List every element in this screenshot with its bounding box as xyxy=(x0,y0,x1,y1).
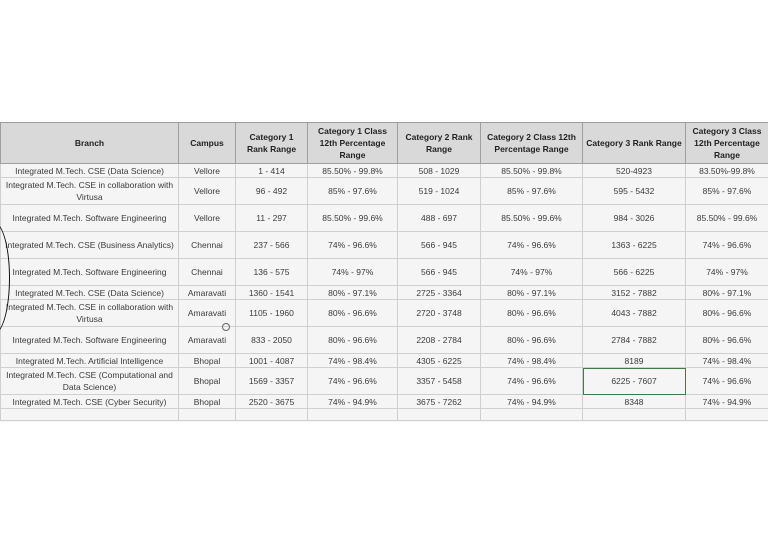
cell-cat2-rank[interactable]: 4305 - 6225 xyxy=(398,354,481,368)
empty-cell[interactable] xyxy=(398,409,481,421)
cell-cat1-percentage[interactable]: 85.50% - 99.8% xyxy=(308,164,398,178)
cell-cat3-percentage[interactable]: 74% - 98.4% xyxy=(686,354,768,368)
cell-cat3-rank[interactable]: 4043 - 7882 xyxy=(583,300,686,327)
cell-cat2-rank[interactable]: 2208 - 2784 xyxy=(398,327,481,354)
cell-branch[interactable]: Integrated M.Tech. CSE (Cyber Security) xyxy=(1,395,179,409)
cell-branch[interactable]: Integrated M.Tech. Software Engineering xyxy=(1,259,179,286)
cell-cat3-percentage[interactable]: 85% - 97.6% xyxy=(686,178,768,205)
cell-cat1-rank[interactable]: 1569 - 3357 xyxy=(236,368,308,395)
table-row xyxy=(1,354,768,368)
table-row xyxy=(1,300,768,327)
table-row xyxy=(1,164,768,178)
table-row xyxy=(1,232,768,259)
cell-branch[interactable]: Integrated M.Tech. Software Engineering xyxy=(1,205,179,232)
cell-cat1-rank[interactable]: 833 - 2050 xyxy=(236,327,308,354)
table-row xyxy=(1,327,768,354)
cell-cat2-rank[interactable]: 2720 - 3748 xyxy=(398,300,481,327)
cell-cat3-percentage[interactable]: 80% - 96.6% xyxy=(686,327,768,354)
cell-cat2-rank[interactable]: 566 - 945 xyxy=(398,232,481,259)
cell-cat1-rank[interactable]: 96 - 492 xyxy=(236,178,308,205)
spreadsheet-area xyxy=(0,122,768,422)
cell-cat1-rank[interactable]: 1360 - 1541 xyxy=(236,286,308,300)
cell-cat3-rank[interactable]: 8348 xyxy=(583,395,686,409)
mouse-cursor-icon xyxy=(222,323,230,331)
cell-cat3-rank-selected[interactable]: 6225 - 7607 xyxy=(583,368,686,395)
cell-cat3-percentage[interactable]: 83.50%-99.8% xyxy=(686,164,768,178)
empty-cell[interactable] xyxy=(179,409,236,421)
cell-cat1-rank[interactable]: 1001 - 4087 xyxy=(236,354,308,368)
cell-cat2-percentage[interactable]: 80% - 96.6% xyxy=(481,327,583,354)
cell-cat2-percentage[interactable]: 74% - 97% xyxy=(481,259,583,286)
cell-cat1-percentage[interactable]: 85.50% - 99.6% xyxy=(308,205,398,232)
header-row xyxy=(1,123,768,164)
cell-cat2-rank[interactable]: 3675 - 7262 xyxy=(398,395,481,409)
cell-campus[interactable]: Bhopal xyxy=(179,395,236,409)
cell-cat3-percentage[interactable]: 85.50% - 99.6% xyxy=(686,205,768,232)
cell-cat3-rank[interactable]: 520-4923 xyxy=(583,164,686,178)
cell-branch[interactable]: Integrated M.Tech. Software Engineering xyxy=(1,327,179,354)
header-category-3-rank[interactable]: Category 3 Rank Range xyxy=(583,123,686,164)
cell-cat3-rank[interactable]: 3152 - 7882 xyxy=(583,286,686,300)
empty-cell[interactable] xyxy=(1,409,179,421)
cell-cat3-rank[interactable]: 8189 xyxy=(583,354,686,368)
cell-cat1-percentage[interactable]: 74% - 97% xyxy=(308,259,398,286)
cell-cat2-rank[interactable]: 566 - 945 xyxy=(398,259,481,286)
cell-cat1-percentage[interactable]: 74% - 98.4% xyxy=(308,354,398,368)
cell-cat1-percentage[interactable]: 85% - 97.6% xyxy=(308,178,398,205)
empty-row xyxy=(1,409,768,421)
cell-campus[interactable]: Bhopal xyxy=(179,368,236,395)
empty-cell[interactable] xyxy=(583,409,686,421)
empty-cell[interactable] xyxy=(686,409,768,421)
cell-branch[interactable]: Integrated M.Tech. Artificial Intelligence xyxy=(1,354,179,368)
cell-cat1-percentage[interactable]: 74% - 96.6% xyxy=(308,232,398,259)
cell-cat2-percentage[interactable]: 74% - 98.4% xyxy=(481,354,583,368)
table-row xyxy=(1,286,768,300)
cell-campus[interactable]: Bhopal xyxy=(179,354,236,368)
cell-cat1-rank[interactable]: 11 - 297 xyxy=(236,205,308,232)
cell-cat3-percentage[interactable]: 80% - 96.6% xyxy=(686,300,768,327)
cell-cat2-percentage[interactable]: 80% - 97.1% xyxy=(481,286,583,300)
cell-cat2-percentage[interactable]: 74% - 94.9% xyxy=(481,395,583,409)
cell-campus[interactable]: Vellore xyxy=(179,178,236,205)
cell-cat1-percentage[interactable]: 80% - 96.6% xyxy=(308,300,398,327)
table-row xyxy=(1,395,768,409)
header-category-2-percentage[interactable]: Category 2 Class 12th Percentage Range xyxy=(481,123,583,164)
cell-campus[interactable]: Amaravati xyxy=(179,300,236,327)
cell-cat3-percentage[interactable]: 74% - 96.6% xyxy=(686,368,768,395)
cell-cat2-rank[interactable]: 519 - 1024 xyxy=(398,178,481,205)
cell-cat3-percentage[interactable]: 80% - 97.1% xyxy=(686,286,768,300)
cell-cat3-rank[interactable]: 2784 - 7882 xyxy=(583,327,686,354)
cell-cat1-percentage[interactable]: 80% - 96.6% xyxy=(308,327,398,354)
cell-cat1-rank[interactable]: 237 - 566 xyxy=(236,232,308,259)
cell-campus[interactable]: Chennai xyxy=(179,232,236,259)
table-row xyxy=(1,205,768,232)
table-row xyxy=(1,368,768,395)
cell-branch[interactable]: Integrated M.Tech. CSE in collaboration with Virtusa xyxy=(1,300,179,327)
cell-branch[interactable]: Integrated M.Tech. CSE (Business Analytics) xyxy=(1,232,179,259)
cell-cat3-rank[interactable]: 566 - 6225 xyxy=(583,259,686,286)
cell-cat2-percentage[interactable]: 74% - 96.6% xyxy=(481,368,583,395)
cell-cat2-rank[interactable]: 508 - 1029 xyxy=(398,164,481,178)
cell-branch[interactable]: Integrated M.Tech. CSE (Data Science) xyxy=(1,286,179,300)
admission-rank-table xyxy=(0,122,768,421)
cell-cat3-percentage[interactable]: 74% - 94.9% xyxy=(686,395,768,409)
empty-cell[interactable] xyxy=(236,409,308,421)
cell-branch[interactable]: Integrated M.Tech. CSE in collaboration with Virtusa xyxy=(1,178,179,205)
header-category-1-percentage[interactable]: Category 1 Class 12th Percentage Range xyxy=(308,123,398,164)
header-category-3-percentage[interactable]: Category 3 Class 12th Percentage Range xyxy=(686,123,768,164)
cell-cat2-rank[interactable]: 2725 - 3364 xyxy=(398,286,481,300)
cell-cat1-percentage[interactable]: 74% - 96.6% xyxy=(308,368,398,395)
cell-cat3-percentage[interactable]: 74% - 96.6% xyxy=(686,232,768,259)
cell-cat2-rank[interactable]: 3357 - 5458 xyxy=(398,368,481,395)
cell-cat2-percentage[interactable]: 80% - 96.6% xyxy=(481,300,583,327)
header-category-2-rank[interactable]: Category 2 Rank Range xyxy=(398,123,481,164)
cell-branch[interactable]: Integrated M.Tech. CSE (Computational and Data Science) xyxy=(1,368,179,395)
table-row xyxy=(1,178,768,205)
cell-cat3-rank[interactable]: 984 - 3026 xyxy=(583,205,686,232)
cell-cat2-percentage[interactable]: 74% - 96.6% xyxy=(481,232,583,259)
header-campus[interactable]: Campus xyxy=(179,123,236,164)
cell-cat1-rank[interactable]: 1 - 414 xyxy=(236,164,308,178)
cell-branch[interactable]: Integrated M.Tech. CSE (Data Science) xyxy=(1,164,179,178)
cell-cat1-rank[interactable]: 2520 - 3675 xyxy=(236,395,308,409)
cell-campus[interactable]: Vellore xyxy=(179,164,236,178)
cell-cat1-rank[interactable]: 1105 - 1960 xyxy=(236,300,308,327)
cell-cat2-rank[interactable]: 488 - 697 xyxy=(398,205,481,232)
cell-cat1-percentage[interactable]: 74% - 94.9% xyxy=(308,395,398,409)
cell-campus[interactable]: Chennai xyxy=(179,259,236,286)
cell-cat2-percentage[interactable]: 85% - 97.6% xyxy=(481,178,583,205)
cell-cat3-rank[interactable]: 595 - 5432 xyxy=(583,178,686,205)
cell-cat1-percentage[interactable]: 80% - 97.1% xyxy=(308,286,398,300)
cell-cat2-percentage[interactable]: 85.50% - 99.6% xyxy=(481,205,583,232)
header-category-1-rank[interactable]: Category 1 Rank Range xyxy=(236,123,308,164)
cell-campus[interactable]: Amaravati xyxy=(179,327,236,354)
cell-campus[interactable]: Amaravati xyxy=(179,286,236,300)
cell-cat3-percentage[interactable]: 74% - 97% xyxy=(686,259,768,286)
cell-cat2-percentage[interactable]: 85.50% - 99.8% xyxy=(481,164,583,178)
table-row xyxy=(1,259,768,286)
header-branch[interactable]: Branch xyxy=(1,123,179,164)
empty-cell[interactable] xyxy=(308,409,398,421)
empty-cell[interactable] xyxy=(481,409,583,421)
cell-cat3-rank[interactable]: 1363 - 6225 xyxy=(583,232,686,259)
cell-cat1-rank[interactable]: 136 - 575 xyxy=(236,259,308,286)
cell-campus[interactable]: Vellore xyxy=(179,205,236,232)
